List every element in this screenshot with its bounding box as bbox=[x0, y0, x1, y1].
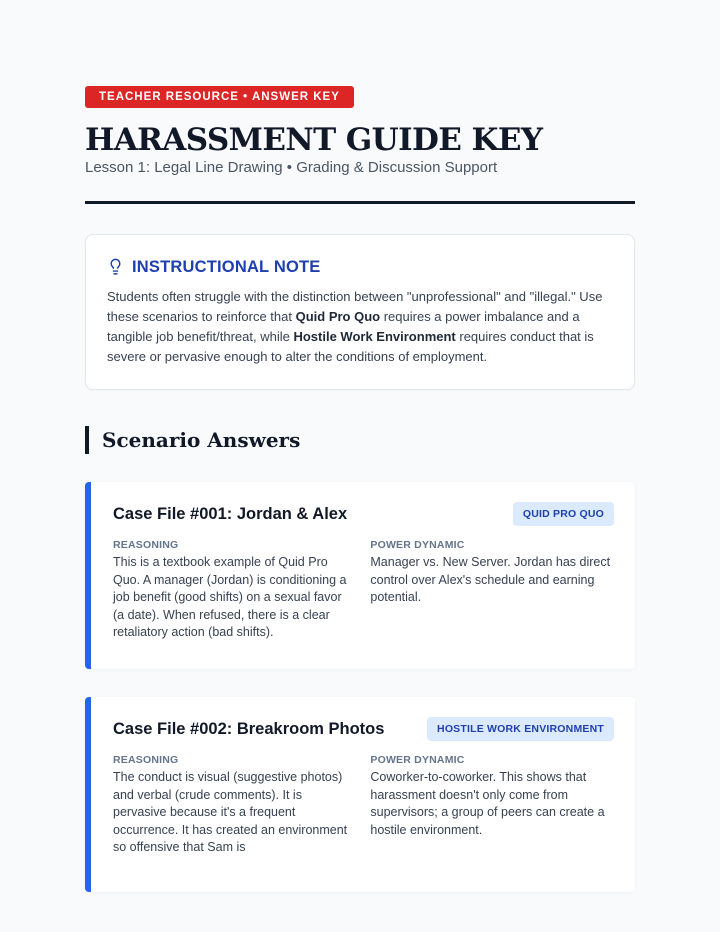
section-title: Scenario Answers bbox=[85, 426, 635, 454]
lightbulb-icon bbox=[107, 258, 124, 277]
case-title: Case File #001: Jordan & Alex bbox=[113, 504, 348, 523]
case-title: Case File #002: Breakroom Photos bbox=[113, 719, 385, 738]
page-subtitle: Lesson 1: Legal Line Drawing • Grading & Discussion Support bbox=[85, 159, 498, 176]
page-title: HARASSMENT GUIDE KEY bbox=[85, 122, 543, 158]
answer-key-page bbox=[85, 86, 635, 892]
term-hostile-work-environment: Hostile Work Environment bbox=[293, 329, 456, 344]
term-quid-pro-quo: Quid Pro Quo bbox=[295, 309, 381, 324]
case-type-tag: QUID PRO QUO bbox=[513, 502, 614, 526]
note-header bbox=[107, 258, 613, 277]
case-type-tag: HOSTILE WORK ENVIRONMENT bbox=[427, 717, 614, 741]
note-body: Students often struggle with the distinction between "unprofessional" and "illegal." Use these scenarios to reinforce that Quid Pro Quo requires a power imbalance and a tangible job benefit/threat, while Hostile Work Environment requires conduct that is severe or pervasive enough to alter the conditions of employment. bbox=[107, 289, 603, 364]
power-dynamic-label: POWER DYNAMIC bbox=[370, 754, 465, 766]
power-dynamic-text: Manager vs. New Server. Jordan has direct control over Alex's schedule and earning potential. bbox=[370, 555, 611, 605]
power-dynamic-label: POWER DYNAMIC bbox=[370, 539, 465, 551]
reasoning-label: REASONING bbox=[113, 754, 179, 766]
reasoning-text: This is a textbook example of Quid Pro Quo. A manager (Jordan) is conditioning a job benefit (good shifts) on a sexual favor (a date). When refused, there is a clear retaliatory action (bad shifts). bbox=[113, 555, 347, 640]
note-title: INSTRUCTIONAL NOTE bbox=[132, 258, 321, 276]
instructional-note bbox=[85, 234, 635, 390]
case-card bbox=[85, 482, 635, 669]
reasoning-text: The conduct is visual (suggestive photos) and verbal (crude comments). It is pervasive because it's a frequent occurrence. It has created an environment so offensive that Sam is bbox=[113, 770, 348, 855]
case-card bbox=[85, 697, 635, 892]
power-dynamic-text: Coworker-to-coworker. This shows that harassment doesn't only come from supervisors; a group of peers can create a hostile environment. bbox=[370, 770, 605, 837]
resource-badge: TEACHER RESOURCE • ANSWER KEY bbox=[85, 86, 354, 108]
title-divider bbox=[85, 201, 635, 204]
reasoning-label: REASONING bbox=[113, 539, 179, 551]
